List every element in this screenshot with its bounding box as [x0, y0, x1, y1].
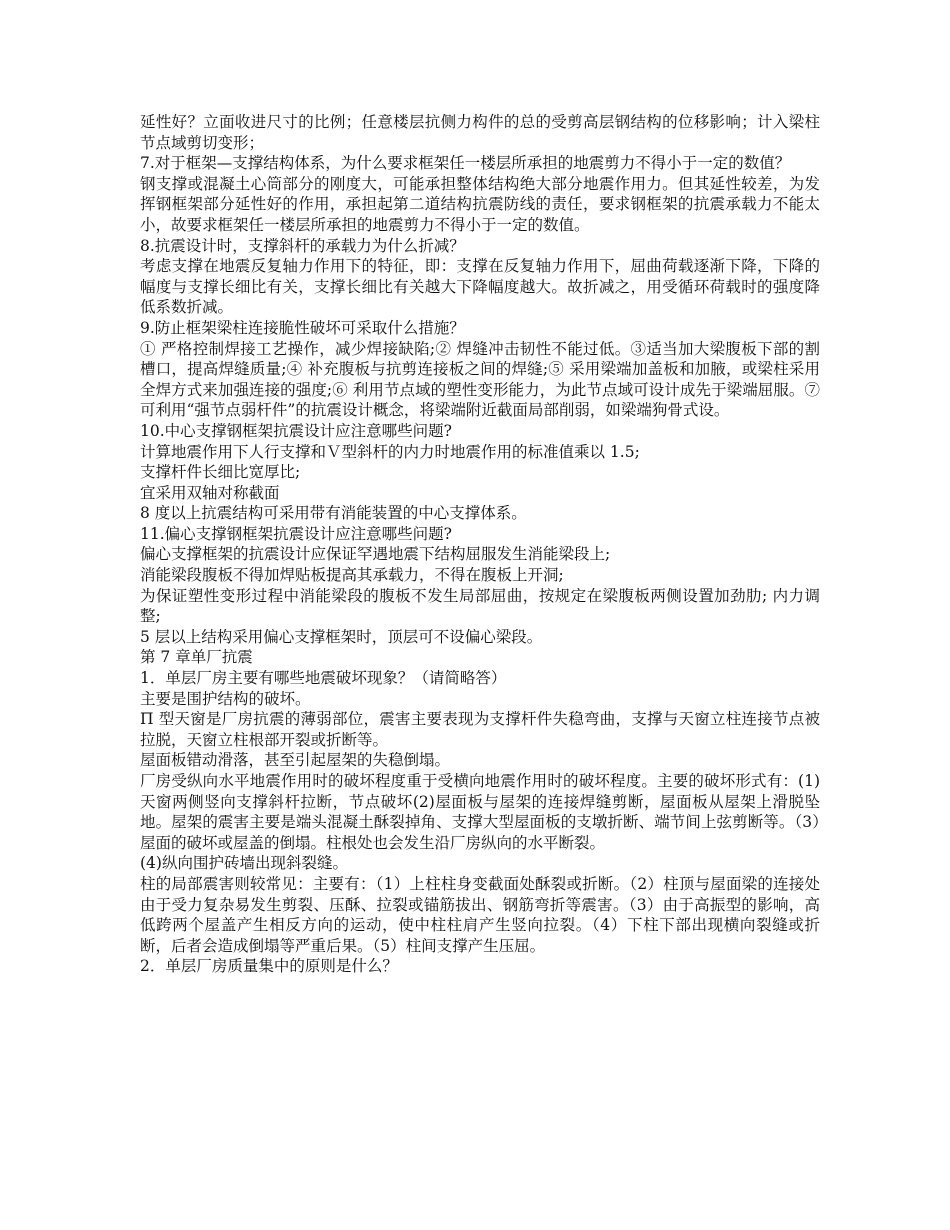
question-heading: 7.对于框架—支撑结构体系，为什么要求框架任一楼层所承担的地震剪力不得小于一定的数值？ — [140, 154, 791, 173]
paragraph: 厂房受纵向水平地震作用时的破坏程度重于受横向地震作用时的破坏程度。主要的破坏形式有：(1)天窗两侧竖向支撑斜杆拉断，节点破坏(2)屋面板与屋架的连接焊缝剪断，屋面板从屋架上滑脱坠地。屋架的震害主要是端头混凝土酥裂掉角、支撑大型屋面板的支墩折断、端节间上弦剪断等。（3）屋面的破坏或屋盖的倒塌。柱根处也会发生沿厂房纵向的水平断裂。 — [140, 772, 820, 852]
paragraph: (4)纵向围护砖墙出现斜裂缝。 — [140, 854, 348, 873]
paragraph: Π 型天窗是厂房抗震的薄弱部位，震害主要表现为支撑杆件失稳弯曲，支撑与天窗立柱连接节点被拉脱，天窗立柱根部开裂或折断等。 — [140, 710, 820, 749]
paragraph: ① 严格控制焊接工艺操作，减少焊接缺陷;② 焊缝冲击韧性不能过低。③适当加大梁腹板下部的割槽口，提高焊缝质量;④ 补充腹板与抗剪连接板之间的焊缝;⑤ 采用梁端加盖板和加腋，或梁柱采用全焊方式来加强连接的强度;⑥ 利用节点域的塑性变形能力，为此节点域可设计成先于梁端屈服。⑦可利用“强节点弱杆件”的抗震设计概念，将梁端附近截面局部削弱，如梁端狗骨式设。 — [140, 339, 820, 420]
paragraph: 钢支撑或混凝土心筒部分的刚度大，可能承担整体结构绝大部分地震作用力。但其延性较差，为发挥钢框架部分延性好的作用，承担起第二道结构抗震防线的责任，要求钢框架的抗震承载力不能太小，故要求框架任一楼层所承担的地震剪力不得小于一定的数值。 — [140, 174, 820, 234]
paragraph: 屋面板错动滑落，甚至引起屋架的失稳倒塌。 — [140, 751, 451, 770]
question-heading: 8.抗震设计时，支撑斜杆的承载力为什么折减？ — [140, 236, 465, 255]
question-heading: 10.中心支撑钢框架抗震设计应注意哪些问题? — [140, 421, 452, 440]
chapter-heading: 第 7 章单厂抗震 — [140, 648, 253, 667]
paragraph: 5 层以上结构采用偏心支撑框架时，顶层可不设偏心梁段。 — [140, 627, 543, 646]
paragraph: 计算地震作用下人行支撑和Ｖ型斜杆的内力时地震作用的标准值乘以 1.5; — [140, 442, 640, 461]
question-heading: 1．单层厂房主要有哪些地震破坏现象？（请简略答） — [140, 669, 507, 688]
paragraph: 消能梁段腹板不得加焊贴板提高其承载力，不得在腹板上开洞; — [140, 566, 564, 585]
paragraph: 延性好？立面收进尺寸的比例；任意楼层抗侧力构件的总的受剪高层钢结构的位移影响；计入梁柱节点域剪切变形； — [140, 113, 820, 152]
paragraph: 8 度以上抗震结构可采用带有消能装置的中心支撑体系。 — [140, 504, 527, 523]
paragraph: 宜采用双轴对称截面 — [140, 483, 280, 502]
paragraph: 支撑杆件长细比宽厚比; — [140, 463, 301, 482]
question-heading: 2．单层厂房质量集中的原则是什么？ — [140, 957, 398, 976]
document-body — [140, 112, 820, 977]
paragraph: 主要是围护结构的破坏。 — [140, 689, 311, 708]
paragraph: 为保证塑性变形过程中消能梁段的腹板不发生局部屈曲，按规定在梁腹板两侧设置加劲肋; 内力调整; — [140, 586, 820, 626]
paragraph: 柱的局部震害则较常见：主要有：（1）上柱柱身变截面处酥裂或折断。（2）柱顶与屋面梁的连接处由于受力复杂易发生剪裂、压酥、拉裂或锚筋拔出、钢筋弯折等震害。（3）由于高振型的影响，高低跨两个屋盖产生相反方向的运动，使中柱柱肩产生竖向拉裂。（4）下柱下部出现横向裂缝或折断，后者会造成倒塌等严重后果。（5）柱间支撑产生压屈。 — [140, 874, 820, 955]
paragraph: 考虑支撑在地震反复轴力作用下的特征，即：支撑在反复轴力作用下，屈曲荷载逐渐下降，下降的幅度与支撑长细比有关，支撑长细比有关越大下降幅度越大。故折减之，用受循环荷载时的强度降低系数折减。 — [140, 257, 820, 317]
question-heading: 9.防止框架梁柱连接脆性破坏可采取什么措施？ — [140, 318, 465, 337]
question-heading: 11.偏心支撑钢框架抗震设计应注意哪些问题? — [140, 524, 452, 543]
paragraph: 偏心支撑框架的抗震设计应保证罕遇地震下结构屈服发生消能梁段上; — [140, 545, 611, 564]
